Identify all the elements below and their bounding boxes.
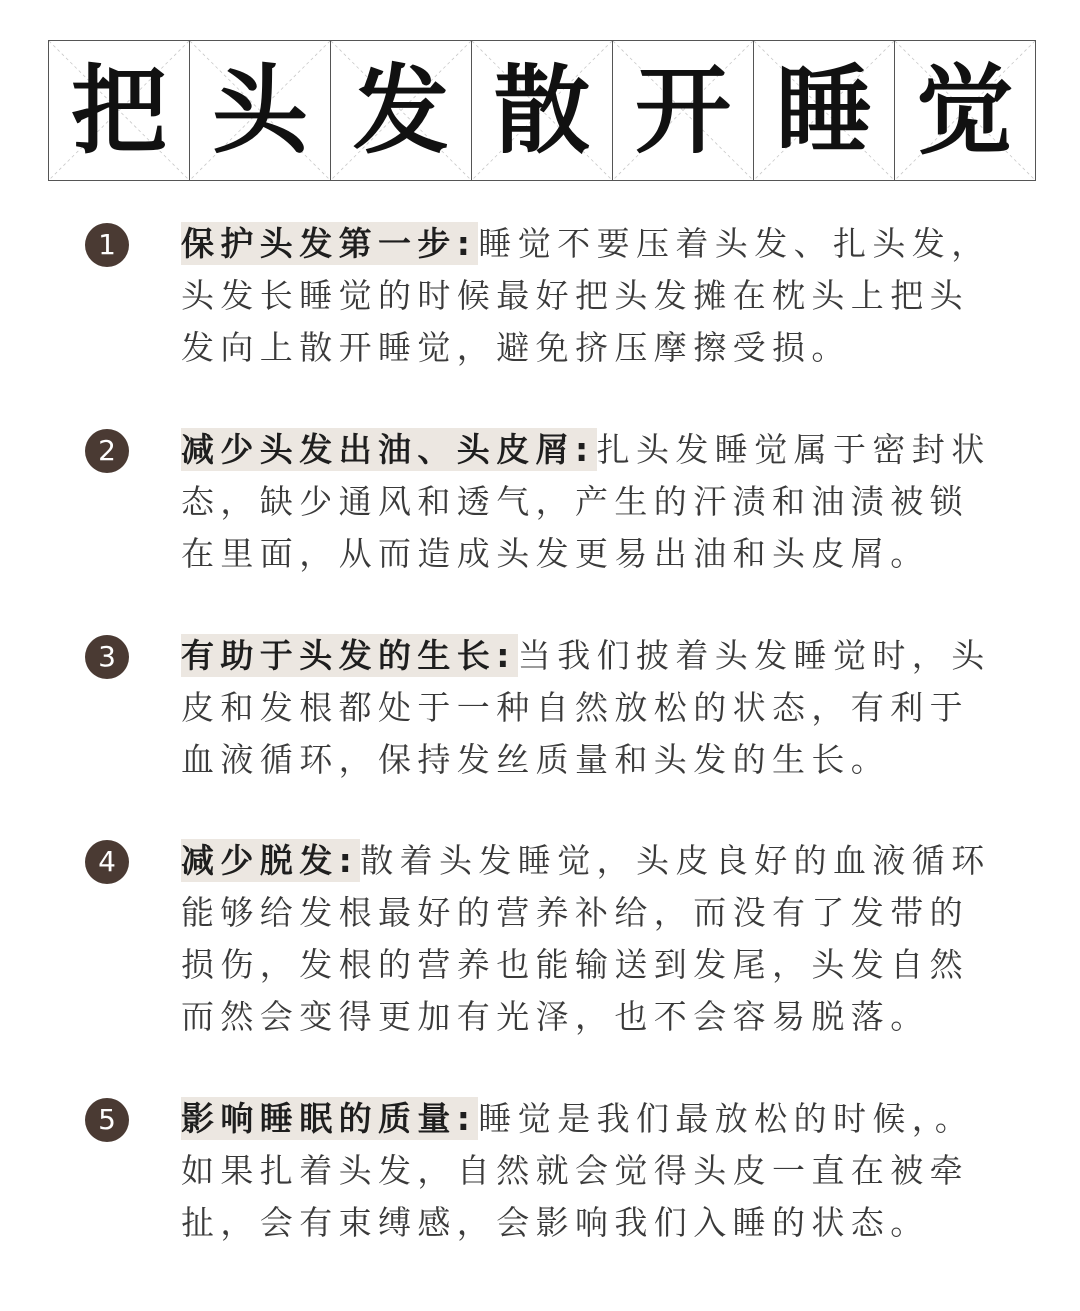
title-cell [190,41,331,180]
number-badge: 3 [85,635,129,679]
tip-body: 睡觉是我们最放松的时候，。如果扎着头发，自然就会觉得头皮一直在被牵扯，会有束缚感，会影响我们入睡的状态。 [181,1099,975,1242]
tip-text [181,218,991,374]
title-character: 头 [212,54,308,167]
number-badge: 1 [85,223,129,267]
tip-text [181,424,991,580]
tip-heading: 有助于头发的生长: [181,636,516,675]
title-grid [48,40,1036,181]
title-cell [49,41,190,180]
tip-text [181,1093,991,1249]
title-character: 把 [71,54,167,167]
tip-text [181,630,991,786]
tip-body: 扎头发睡觉属于密封状态，缺少通风和透气，产生的汗渍和油渍被锁在里面，从而造成头发更易出油和头皮屑。 [181,430,991,573]
tip-heading: 保护头发第一步: [181,224,477,263]
tip-heading: 减少脱发: [181,841,359,880]
tip-body: 散着头发睡觉，头皮良好的血液循环能够给发根最好的营养补给，而没有了发带的损伤，发根的营养也能输送到发尾，头发自然而然会变得更加有光泽，也不会容易脱落。 [181,841,991,1036]
tip-body: 睡觉不要压着头发、扎头发，头发长睡觉的时候最好把头发摊在枕头上把头发向上散开睡觉，避免挤压摩擦受损。 [181,224,991,367]
title-cell [754,41,895,180]
title-character: 睡 [776,54,872,167]
title-cell [472,41,613,180]
tip-heading: 减少头发出油、头皮屑: [181,430,595,469]
title-cell [613,41,754,180]
title-cell [895,41,1035,180]
title-character: 发 [353,54,449,167]
tip-body: 当我们披着头发睡觉时，头皮和发根都处于一种自然放松的状态，有利于血液循环，保持发丝质量和头发的生长。 [181,636,991,779]
tip-heading: 影响睡眠的质量: [181,1099,477,1138]
title-character: 散 [494,54,590,167]
number-badge: 5 [85,1098,129,1142]
title-cell [331,41,472,180]
number-badge: 4 [85,840,129,884]
title-character: 觉 [917,54,1013,167]
tip-text [181,835,991,1043]
title-character: 开 [635,54,731,167]
number-badge: 2 [85,429,129,473]
